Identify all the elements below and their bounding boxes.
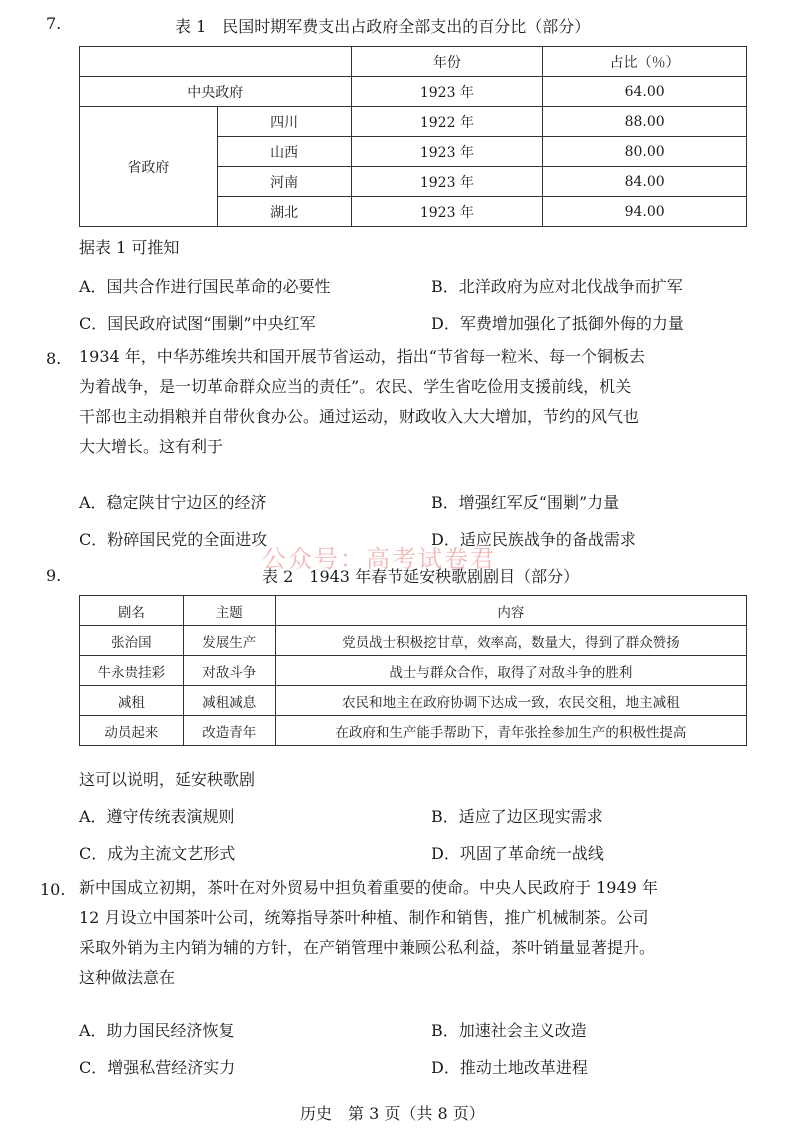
q9-stem: 这可以说明，延安秧歌剧 [79, 770, 256, 789]
table-header-cell: 年份 [351, 47, 543, 77]
q9-option-d[interactable]: D．巩固了革命统一战线 [431, 844, 604, 863]
table-cell: 64.00 [543, 77, 747, 107]
table-cell: 84.00 [543, 167, 747, 197]
table-cell: 河南 [217, 167, 351, 197]
table-row [80, 107, 747, 137]
table-header-cell: 内容 [275, 596, 746, 626]
q7-option-b[interactable]: B．北洋政府为应对北伐战争而扩军 [431, 277, 683, 296]
table-cell: 改造青年 [183, 716, 275, 746]
q10-stem-line: 采取外销为主内销为辅的方针，在产销管理中兼顾公私利益，茶叶销量显著提升。 [79, 938, 656, 957]
table-row [80, 626, 747, 656]
q8-number: 8. [46, 349, 62, 368]
table-cell: 湖北 [217, 197, 351, 227]
table-cell: 1923 年 [351, 197, 543, 227]
q9-option-b[interactable]: B．适应了边区现实需求 [431, 807, 603, 826]
q7-option-d[interactable]: D．军费增加强化了抵御外侮的力量 [431, 314, 684, 333]
table-row [80, 656, 747, 686]
q7-stem: 据表 1 可推知 [79, 238, 180, 257]
table-row [80, 596, 747, 626]
table-cell: 张治国 [80, 626, 184, 656]
q9-table [79, 595, 747, 746]
q10-number: 10. [40, 880, 66, 899]
watermark: 公众号：高考试卷君 [262, 545, 496, 573]
q10-option-b[interactable]: B．加速社会主义改造 [431, 1021, 587, 1040]
table-cell: 减租减息 [183, 686, 275, 716]
table-cell: 动员起来 [80, 716, 184, 746]
table-header-cell: 剧名 [80, 596, 184, 626]
table-cell: 1923 年 [351, 167, 543, 197]
table-cell: 党员战士积极挖甘草，效率高，数量大，得到了群众赞扬 [275, 626, 746, 656]
q7-table [79, 46, 747, 227]
table-row [80, 686, 747, 716]
q10-option-d[interactable]: D．推动土地改革进程 [431, 1058, 588, 1077]
table-cell: 对敌斗争 [183, 656, 275, 686]
table-cell: 山西 [217, 137, 351, 167]
table-cell: 1923 年 [351, 77, 543, 107]
table-cell: 88.00 [543, 107, 747, 137]
table-cell: 中央政府 [80, 77, 352, 107]
q10-stem [79, 873, 658, 993]
q10-option-c[interactable]: C．增强私营经济实力 [79, 1058, 236, 1077]
table-header-cell: 占比（％） [543, 47, 747, 77]
table-header-cell: 主题 [183, 596, 275, 626]
table-cell: 1922 年 [351, 107, 543, 137]
q8-stem-line: 干部也主动捐粮并自带伙食办公。通过运动，财政收入大大增加，节约的风气也 [79, 407, 640, 426]
q10-stem-line: 这种做法意在 [79, 968, 176, 987]
q7-number: 7. [46, 14, 62, 33]
q9-number: 9. [46, 566, 62, 585]
q9-option-c[interactable]: C．成为主流文艺形式 [79, 844, 236, 863]
q7-option-c[interactable]: C．国民政府试图“围剿”中央红军 [79, 314, 316, 333]
q8-stem-line: 1934 年，中华苏维埃共和国开展节省运动，指出“节省每一粒米、每一个铜板去 [79, 347, 645, 366]
table-cell: 农民和地主在政府协调下达成一致，农民交租，地主减租 [275, 686, 746, 716]
table-cell: 战士与群众合作，取得了对敌斗争的胜利 [275, 656, 746, 686]
q8-stem [79, 342, 645, 462]
table-cell: 发展生产 [183, 626, 275, 656]
table-cell: 减租 [80, 686, 184, 716]
table-cell: 牛永贵挂彩 [80, 656, 184, 686]
q8-option-d[interactable]: D．适应民族战争的备战需求 [431, 530, 636, 549]
table-cell: 省政府 [80, 107, 218, 227]
table-row [80, 716, 747, 746]
table-row [80, 77, 747, 107]
q8-option-b[interactable]: B．增强红军反“围剿”力量 [431, 493, 620, 512]
q10-option-a[interactable]: A．助力国民经济恢复 [79, 1021, 235, 1040]
table-cell: 在政府和生产能手帮助下，青年张拴参加生产的积极性提高 [275, 716, 746, 746]
table-cell: 94.00 [543, 197, 747, 227]
q10-stem-line: 12 月设立中国茶叶公司，统筹指导茶叶种植、制作和销售，推广机械制茶。公司 [79, 908, 649, 927]
q9-table-caption: 表 2 1943 年春节延安秧歌剧剧目（部分） [262, 567, 580, 586]
table-row [80, 47, 747, 77]
q7-option-a[interactable]: A．国共合作进行国民革命的必要性 [79, 277, 331, 296]
q10-stem-line: 新中国成立初期，茶叶在对外贸易中担负着重要的使命。中央人民政府于 1949 年 [79, 878, 658, 897]
q8-stem-line: 大大增长。这有利于 [79, 437, 224, 456]
table-cell: 1923 年 [351, 137, 543, 167]
table-cell: 80.00 [543, 137, 747, 167]
q7-table-caption: 表 1 民国时期军费支出占政府全部支出的百分比（部分） [175, 17, 591, 36]
table-cell: 四川 [217, 107, 351, 137]
q8-stem-line: 为着战争，是一切革命群众应当的责任”。农民、学生省吃俭用支援前线，机关 [79, 377, 632, 396]
q8-option-a[interactable]: A．稳定陕甘宁边区的经济 [79, 493, 267, 512]
q8-option-c[interactable]: C．粉碎国民党的全面进攻 [79, 530, 268, 549]
q9-option-a[interactable]: A．遵守传统表演规则 [79, 807, 235, 826]
table-header-cell [80, 47, 352, 77]
page-footer: 历史 第 3 页（共 8 页） [300, 1104, 485, 1123]
